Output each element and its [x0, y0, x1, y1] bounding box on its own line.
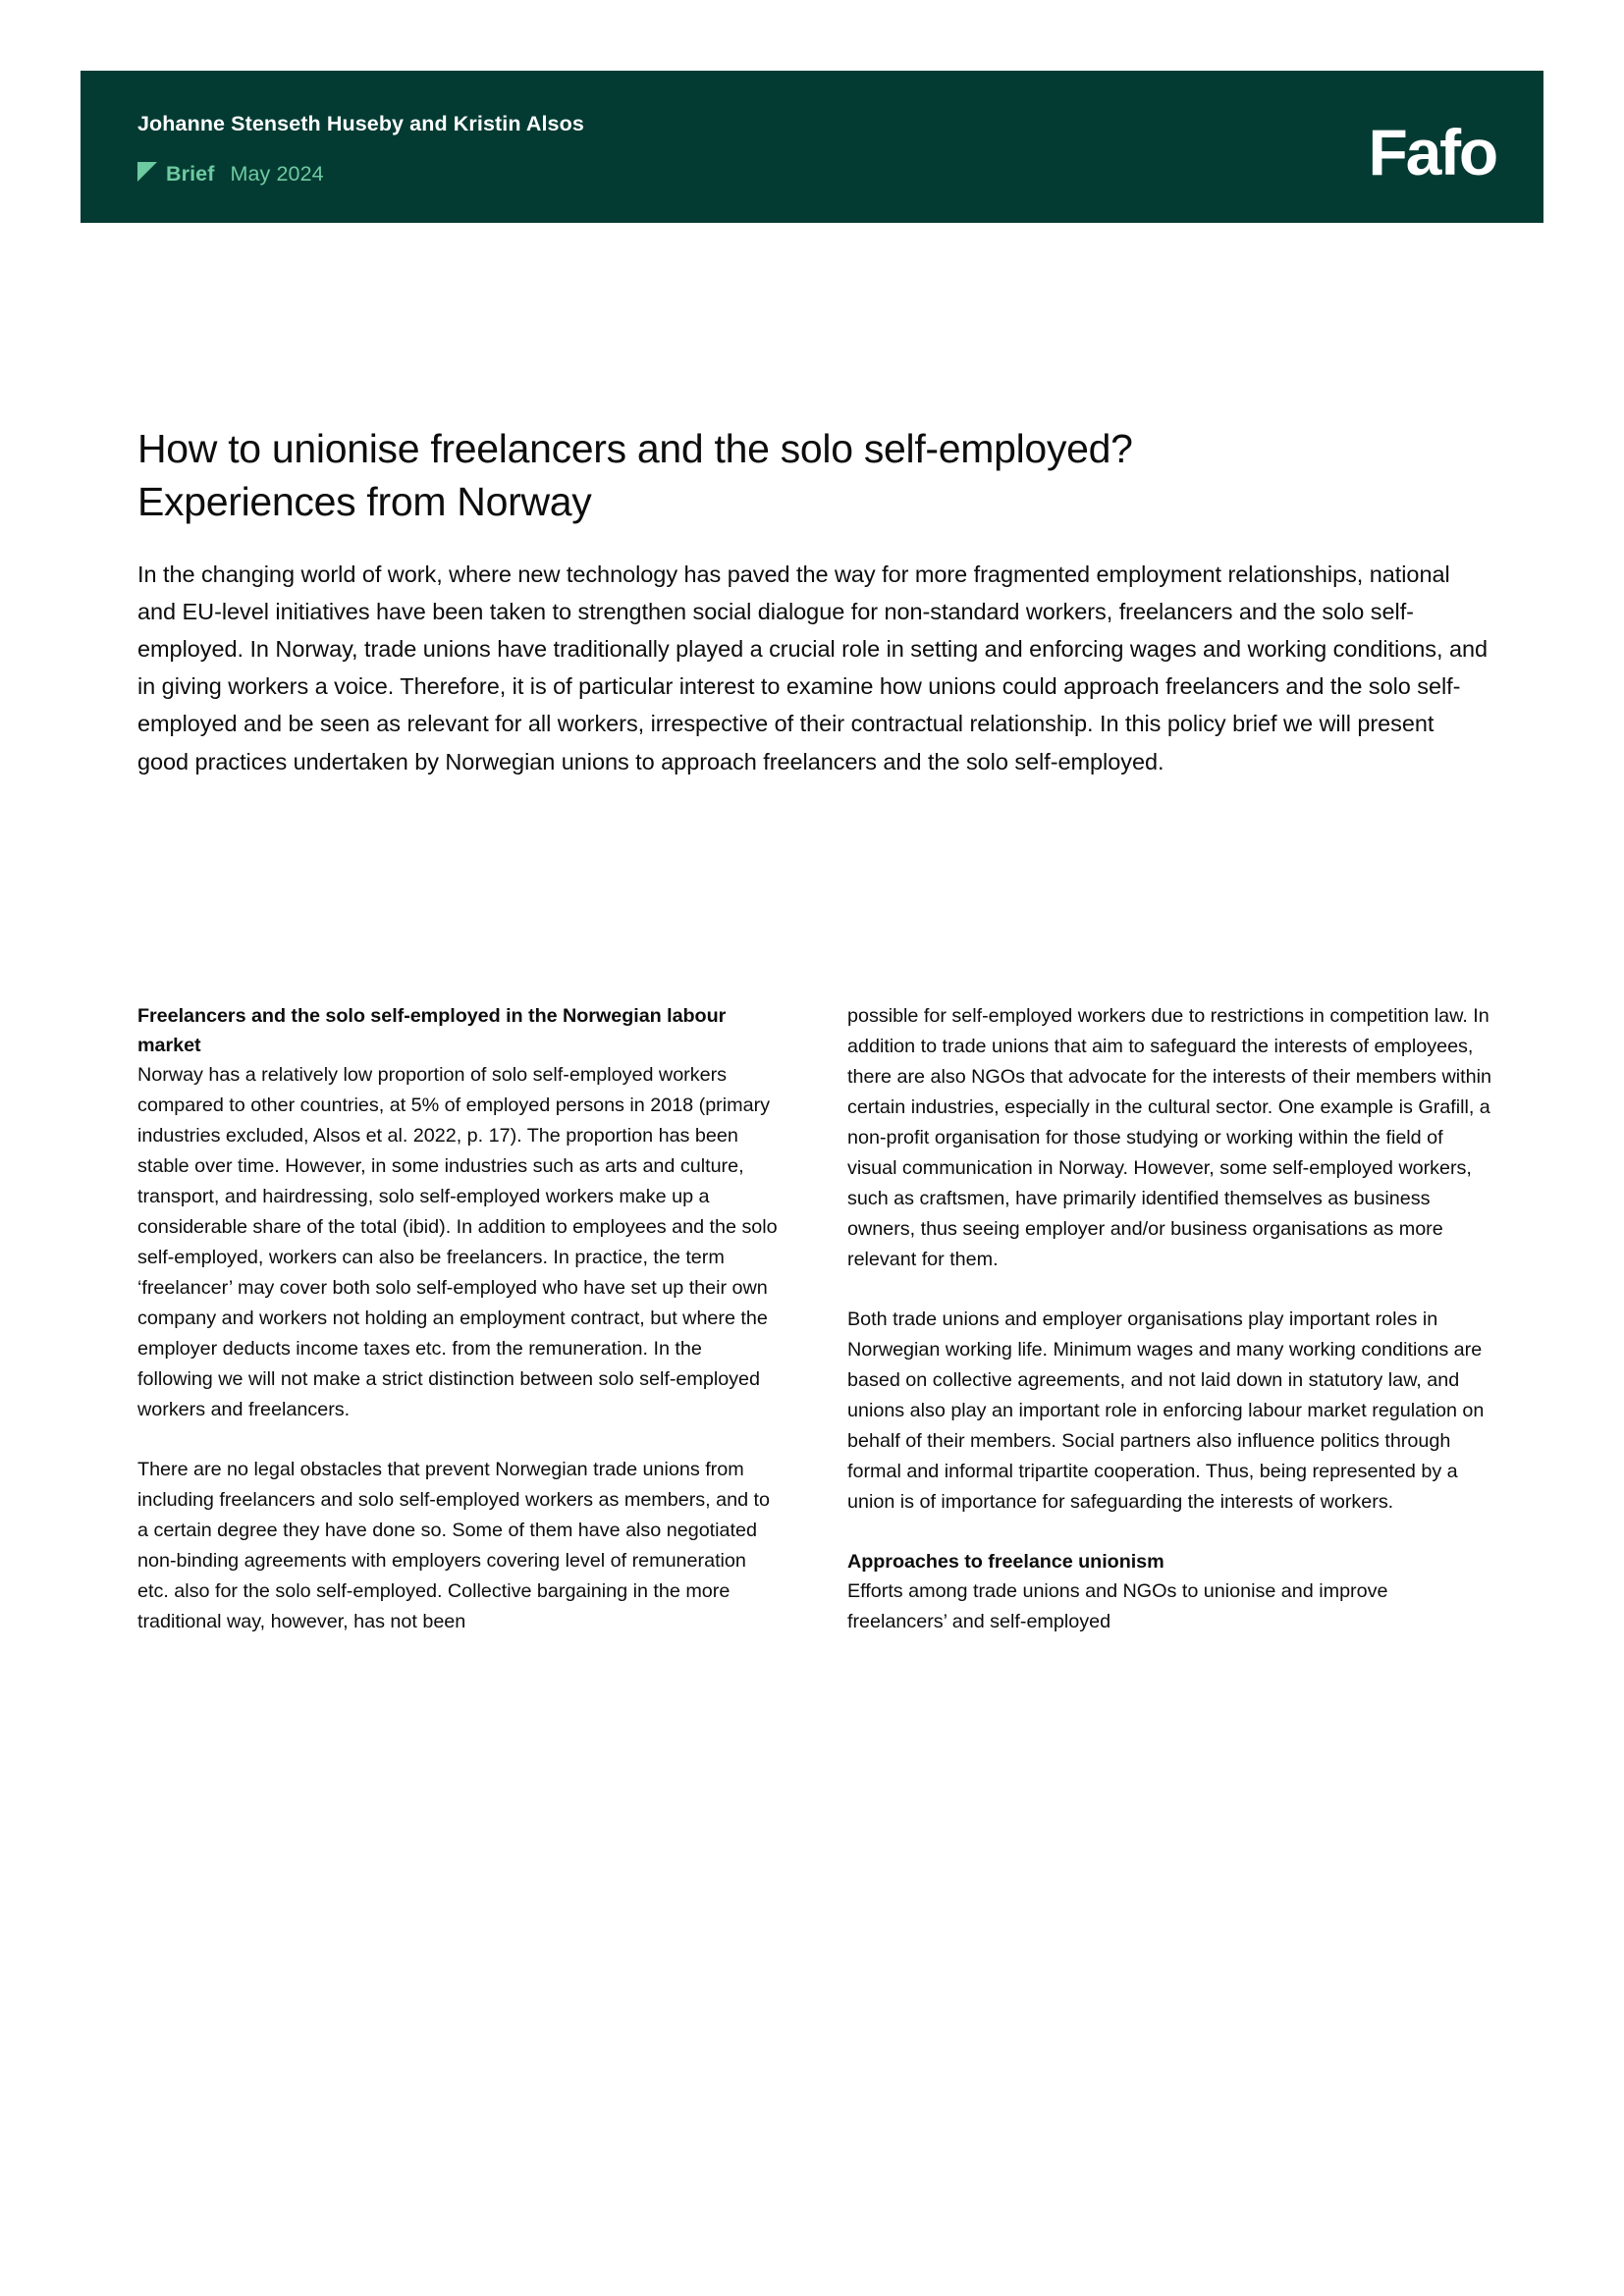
right-column-paragraph-3: Efforts among trade unions and NGOs to unionise and improve freelancers’ and self-employed: [847, 1579, 1388, 1632]
triangle-arrow-icon: [137, 162, 157, 182]
right-column-paragraph-2: Both trade unions and employer organisations play important roles in Norwegian working life. Minimum wages and many working conditions are based on collective agreements, and not laid down in statutory law, and unions also play an important role in enforcing labour market regulation on behalf of their members. Social partners also influence politics through formal and informal tripartite cooperation. Thus, being represented by a union is of importance for safeguarding the interests of workers.: [847, 1308, 1485, 1513]
authors-line: Johanne Stenseth Huseby and Kristin Alsos: [137, 112, 584, 135]
header-left-group: [137, 112, 584, 187]
brief-date: May 2024: [230, 161, 324, 186]
brief-line: [137, 162, 584, 187]
right-column: [847, 1001, 1492, 1637]
right-column-paragraph-1: possible for self-employed workers due to restrictions in competition law. In addition to trade unions that aim to safeguard the interests of employees, there are also NGOs that advocate for the interests of their members within certain industries, especially in the cultural sector. One example is Grafill, a non-profit organisation for those studying or working within the field of visual communication in Norway. However, some self-employed workers, such as craftsmen, have primarily identified themselves as business owners, thus seeing employer and/or business organisations as more relevant for them.: [847, 1005, 1491, 1270]
lead-paragraph: In the changing world of work, where new technology has paved the way for more fragmented employment relationships, national and EU-level initiatives have been taken to strengthen social dialogue for non-standard workers, freelancers and the solo self-employed. In Norway, trade unions have traditionally played a crucial role in setting and enforcing wages and working conditions, and in giving workers a voice. Therefore, it is of particular interest to examine how unions could approach freelancers and the solo self-employed and be seen as relevant for all workers, irrespective of their contractual relationship. In this policy brief we will present good practices undertaken by Norwegian unions to approach freelancers and the solo self-employed.: [137, 561, 1488, 774]
fafo-logo: Fafo: [1368, 116, 1496, 188]
left-column-paragraph-2: There are no legal obstacles that prevent Norwegian trade unions from including freelancers and solo self-employed workers as members, and to a certain degree they have done so. Some of them have also negotiated non-binding agreements with employers covering level of remuneration etc. also for the solo self-employed. Collective bargaining in the more traditional way, however, has not been: [137, 1458, 770, 1632]
document-header-band: [81, 71, 1543, 223]
page-title: How to unionise freelancers and the solo self-employed? Experiences from Norway: [137, 426, 1133, 525]
document-intro: [137, 422, 1492, 780]
section-heading-labour-market: Freelancers and the solo self-employed in the Norwegian labour market: [137, 1005, 727, 1057]
section-heading-approaches: Approaches to freelance unionism: [847, 1550, 1164, 1573]
left-column: [137, 1001, 783, 1637]
two-column-body: [137, 1001, 1492, 1637]
left-column-paragraph-1: Norway has a relatively low proportion of solo self-employed workers compared to other countries, at 5% of employed persons in 2018 (primary industries excluded, Alsos et al. 2022, p. 17). The proportion has been stable over time. However, in some industries such as arts and culture, transport, and hairdressing, solo self-employed workers make up a considerable share of the total (ibid). In addition to employees and the solo self-employed, workers can also be freelancers. In practice, the term ‘freelancer’ may cover both solo self-employed who have set up their own company and workers not holding an employment contract, but where the employer deducts income taxes etc. from the remuneration. In the following we will not make a strict distinction between solo self-employed workers and freelancers.: [137, 1064, 778, 1420]
brief-label: Brief: [166, 161, 215, 186]
